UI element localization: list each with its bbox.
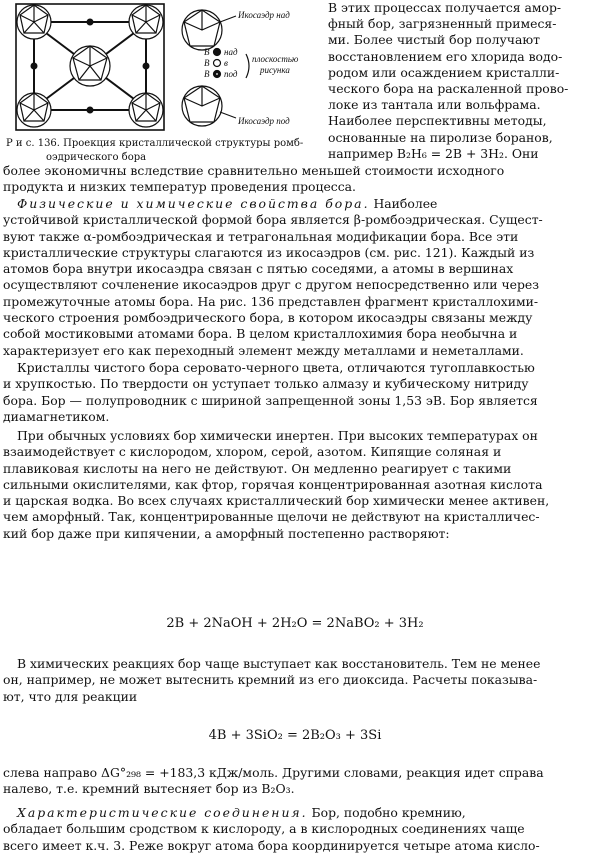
section-first-line <box>3 805 587 821</box>
label-in-plane: в <box>224 58 228 68</box>
text-line: атомов бора внутри икосаэдра связан с пятью соседями, а атомы в вершинах <box>3 261 514 277</box>
text-line: бора. Бор — полупроводник с шириной запрещенной зоны 1,53 эВ. Бор является <box>3 392 538 408</box>
text-line: взаимодействует с кислородом, хлором, серой, азотом. Кипящие соляная и <box>3 444 502 460</box>
section-first-line <box>3 196 587 212</box>
paragraph-reactivity <box>3 428 587 542</box>
text-line: ми. Более чистый бор получают <box>328 32 541 48</box>
section-heading: Характеристические соединения. <box>17 805 308 820</box>
right-column-text <box>328 0 586 162</box>
text-line: диамагнетиком. <box>3 408 110 424</box>
text-line: устойчивой кристаллической формой бора является β-ромбоэдрическая. Сущест- <box>3 212 543 228</box>
icosahedron-below-icon <box>182 86 222 126</box>
caption-line-1: Р и с. 136. Проекция кристаллической структуры ромб- <box>6 138 304 149</box>
text-line: кристаллические структуры слагаются из икосаэдров (см. рис. 121). Каждый из <box>3 244 535 260</box>
text-line: фный бор, загрязненный примеся- <box>328 16 557 32</box>
text-line: В химических реакциях бор чаще выступает как восстановитель. Тем не менее <box>17 656 541 671</box>
label-icosahedron-above: Икосаэдр над <box>238 10 290 20</box>
icosahedron-sw <box>17 93 51 127</box>
text-line: вуют также α-ромбоэдрическая и тетрагональная модификации бора. Все эти <box>3 228 519 244</box>
text-line: более экономичны вследствие сравнительно меньшей стоимости исходного <box>3 163 505 178</box>
label-below: под <box>224 69 238 79</box>
section-heading: Физические и химические свойства бора. <box>17 196 370 211</box>
text-line: и царская водка. Во всех случаях кристаллический бор химически менее активен, <box>3 493 550 509</box>
text-line: родом или осаждением кристалли- <box>328 64 560 80</box>
text-line: сильными окислителями, как фтор, горячая концентрированная азотная кислота <box>3 476 543 492</box>
text-line: плавиковая кислоты на него не действуют. Он медленно реагирует с такими <box>3 460 512 476</box>
text-line: чем аморфный. Так, концентрированные щелочи не действуют на кристалличес- <box>3 509 540 525</box>
icosahedron-above-icon <box>182 10 222 50</box>
text-line: ческого строения ромбоэдрического бора, в котором икосаэдры связаны между <box>3 310 533 326</box>
equation-sio2: 4B + 3SiO₂ = 2B₂O₃ + 3Si <box>208 728 382 743</box>
figure-caption <box>6 137 316 165</box>
icosahedron-se <box>129 93 163 127</box>
paragraph-gibbs <box>3 765 587 798</box>
label-plane-2: рисунка <box>260 65 290 75</box>
body-text-1 <box>3 163 587 196</box>
icosahedron-nw <box>17 5 51 39</box>
crystal-structure-figure <box>4 2 310 174</box>
label-icosahedron-below: Икосаэдр под <box>238 116 290 126</box>
text-line: обладает большим сродством к кислороду, а в кислородных соединениях чаще <box>3 821 525 837</box>
label-b-plane: В <box>204 58 210 68</box>
text-line: В этих процессах получается амор- <box>328 0 562 15</box>
text-line: Кристаллы чистого бора серовато-черного цвета, отличаются тугоплавкостью <box>17 360 535 375</box>
paragraph-crystals <box>3 360 587 425</box>
label-b-above: В <box>204 47 210 57</box>
equation-naoh: 2B + 2NaOH + 2H₂O = 2NaBO₂ + 3H₂ <box>166 616 424 631</box>
text-line: слева направо ΔG°₂₉₈ = +183,3 кДж/моль. Другими словами, реакция идет справа <box>3 765 544 780</box>
text-line: осуществляют сочленение икосаэдров друг с другом непосредственно или через <box>3 277 539 293</box>
text-line: промежуточные атомы бора. На рис. 136 представлен фрагмент кристаллохими- <box>3 293 539 309</box>
text-line: При обычных условиях бор химически инертен. При высоких температурах он <box>17 428 538 443</box>
boron-structure-drawing <box>4 2 310 137</box>
text-line: например B₂H₆ = 2B + 3H₂. Они <box>328 145 539 161</box>
text-line: кий бор даже при кипячении, а аморфный постепенно растворяют: <box>3 525 450 541</box>
section-physical-properties <box>3 196 587 359</box>
text-line: характеризует его как переходный элемент между металлами и неметаллами. <box>3 342 524 358</box>
label-b-below: В <box>204 69 210 79</box>
label-above: над <box>224 47 238 57</box>
caption-line-2: оэдрического бора <box>46 152 147 163</box>
paragraph-reducer <box>3 656 587 705</box>
text-line: он, например, не может вытеснить кремний из его диоксида. Расчеты показыва- <box>3 672 538 688</box>
label-plane-1: плоскостью <box>252 54 299 64</box>
icosahedron-ne <box>129 5 163 39</box>
text-line: ческого бора на раскаленной прово- <box>328 81 569 97</box>
text-line: собой мостиковыми атомами бора. В целом кристаллохимия бора необычна и <box>3 326 518 342</box>
section-compounds <box>3 805 587 854</box>
text-line: всего имеет к.ч. 3. Реже вокруг атома бора координируется четыре атома кисло- <box>3 837 540 853</box>
icosahedron-center <box>70 46 110 86</box>
text-line: основанные на пиролизе боранов, <box>328 129 553 145</box>
text-fragment: Бор, подобно кремнию, <box>307 805 466 820</box>
text-line: Наиболее перспективны методы, <box>328 113 547 129</box>
text-line: восстановлением его хлорида водо- <box>328 48 563 64</box>
text-line: и хрупкостью. По твердости он уступает только алмазу и кубическому нитриду <box>3 376 529 392</box>
text-line: ют, что для реакции <box>3 688 138 704</box>
text-line: налево, т.е. кремний вытесняет бор из B₂O₃. <box>3 781 295 797</box>
text-line: продукта и низких температур проведения процесса. <box>3 179 356 195</box>
text-fragment: Наиболее <box>369 196 438 211</box>
text-line: локе из тантала или вольфрама. <box>328 97 541 113</box>
